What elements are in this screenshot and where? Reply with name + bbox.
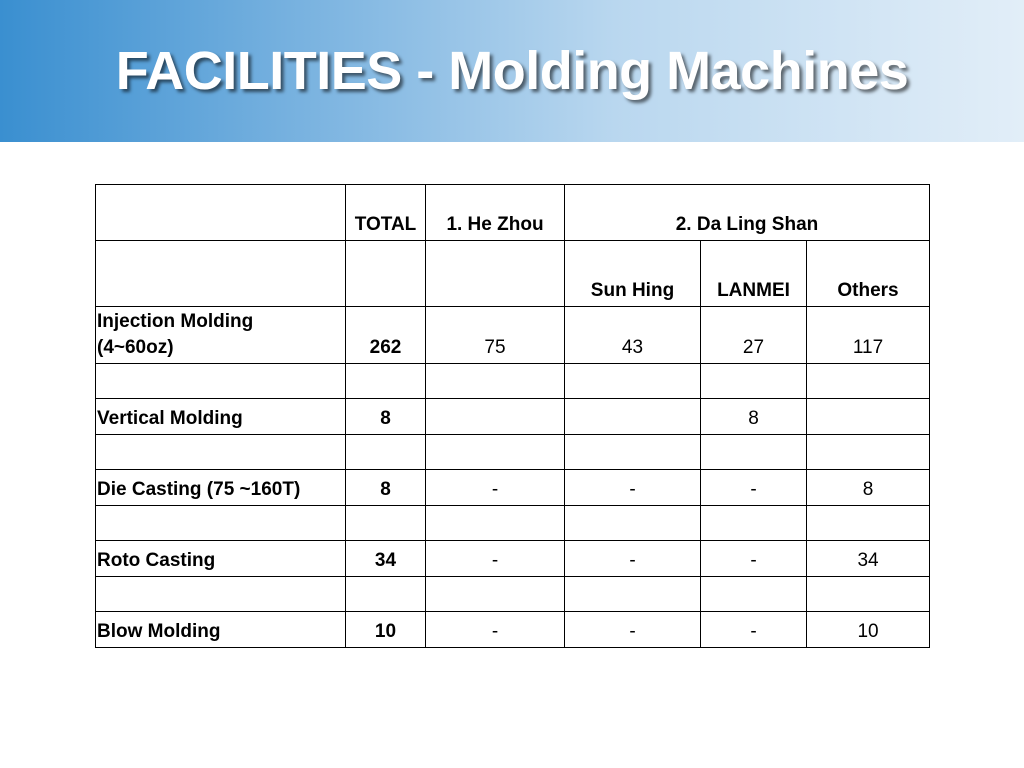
subheader-lanmei: LANMEI	[701, 241, 807, 307]
facilities-table	[95, 184, 930, 648]
subheader-empty-cell	[426, 241, 565, 307]
cell-others: 117	[807, 307, 930, 364]
subheader-empty-cell	[346, 241, 426, 307]
header-corner-cell	[96, 185, 346, 241]
row-label	[96, 307, 346, 364]
cell-he-zhou: 75	[426, 307, 565, 364]
cell-he-zhou: -	[426, 541, 565, 577]
subheader-row	[96, 241, 930, 307]
slide-title: FACILITIES - Molding Machines	[115, 41, 909, 101]
cell-lanmei: 8	[701, 399, 807, 435]
cell-he-zhou: -	[426, 470, 565, 506]
cell-he-zhou	[426, 399, 565, 435]
row-label: Vertical Molding	[96, 399, 346, 435]
cell-lanmei: 27	[701, 307, 807, 364]
header-da-ling-shan: 2. Da Ling Shan	[565, 185, 930, 241]
table-spacer-row	[96, 435, 930, 470]
cell-lanmei: -	[701, 612, 807, 648]
row-label: Die Casting (75 ~160T)	[96, 470, 346, 506]
table-row-vertical-molding	[96, 399, 930, 435]
subheader-sun-hing: Sun Hing	[565, 241, 701, 307]
cell-total: 10	[346, 612, 426, 648]
cell-total: 8	[346, 399, 426, 435]
cell-sun-hing: -	[565, 470, 701, 506]
row-label: Blow Molding	[96, 612, 346, 648]
table-row-injection-molding	[96, 307, 930, 364]
subheader-others: Others	[807, 241, 930, 307]
cell-sun-hing: -	[565, 541, 701, 577]
cell-sun-hing	[565, 399, 701, 435]
cell-he-zhou: -	[426, 612, 565, 648]
table-row-die-casting	[96, 470, 930, 506]
table-spacer-row	[96, 364, 930, 399]
table-row-roto-casting	[96, 541, 930, 577]
cell-others: 10	[807, 612, 930, 648]
cell-others: 8	[807, 470, 930, 506]
cell-others: 34	[807, 541, 930, 577]
table-spacer-row	[96, 577, 930, 612]
row-label-line: (4~60oz)	[97, 337, 174, 358]
cell-lanmei: -	[701, 541, 807, 577]
header-total: TOTAL	[346, 185, 426, 241]
cell-total: 262	[346, 307, 426, 364]
cell-total: 34	[346, 541, 426, 577]
row-label-line: Injection Molding	[97, 311, 254, 332]
table-spacer-row	[96, 506, 930, 541]
cell-sun-hing: -	[565, 612, 701, 648]
cell-sun-hing: 43	[565, 307, 701, 364]
row-label: Roto Casting	[96, 541, 346, 577]
subheader-empty-cell	[96, 241, 346, 307]
table-row-blow-molding	[96, 612, 930, 648]
cell-others	[807, 399, 930, 435]
header-he-zhou: 1. He Zhou	[426, 185, 565, 241]
header-row	[96, 185, 930, 241]
cell-lanmei: -	[701, 470, 807, 506]
cell-total: 8	[346, 470, 426, 506]
